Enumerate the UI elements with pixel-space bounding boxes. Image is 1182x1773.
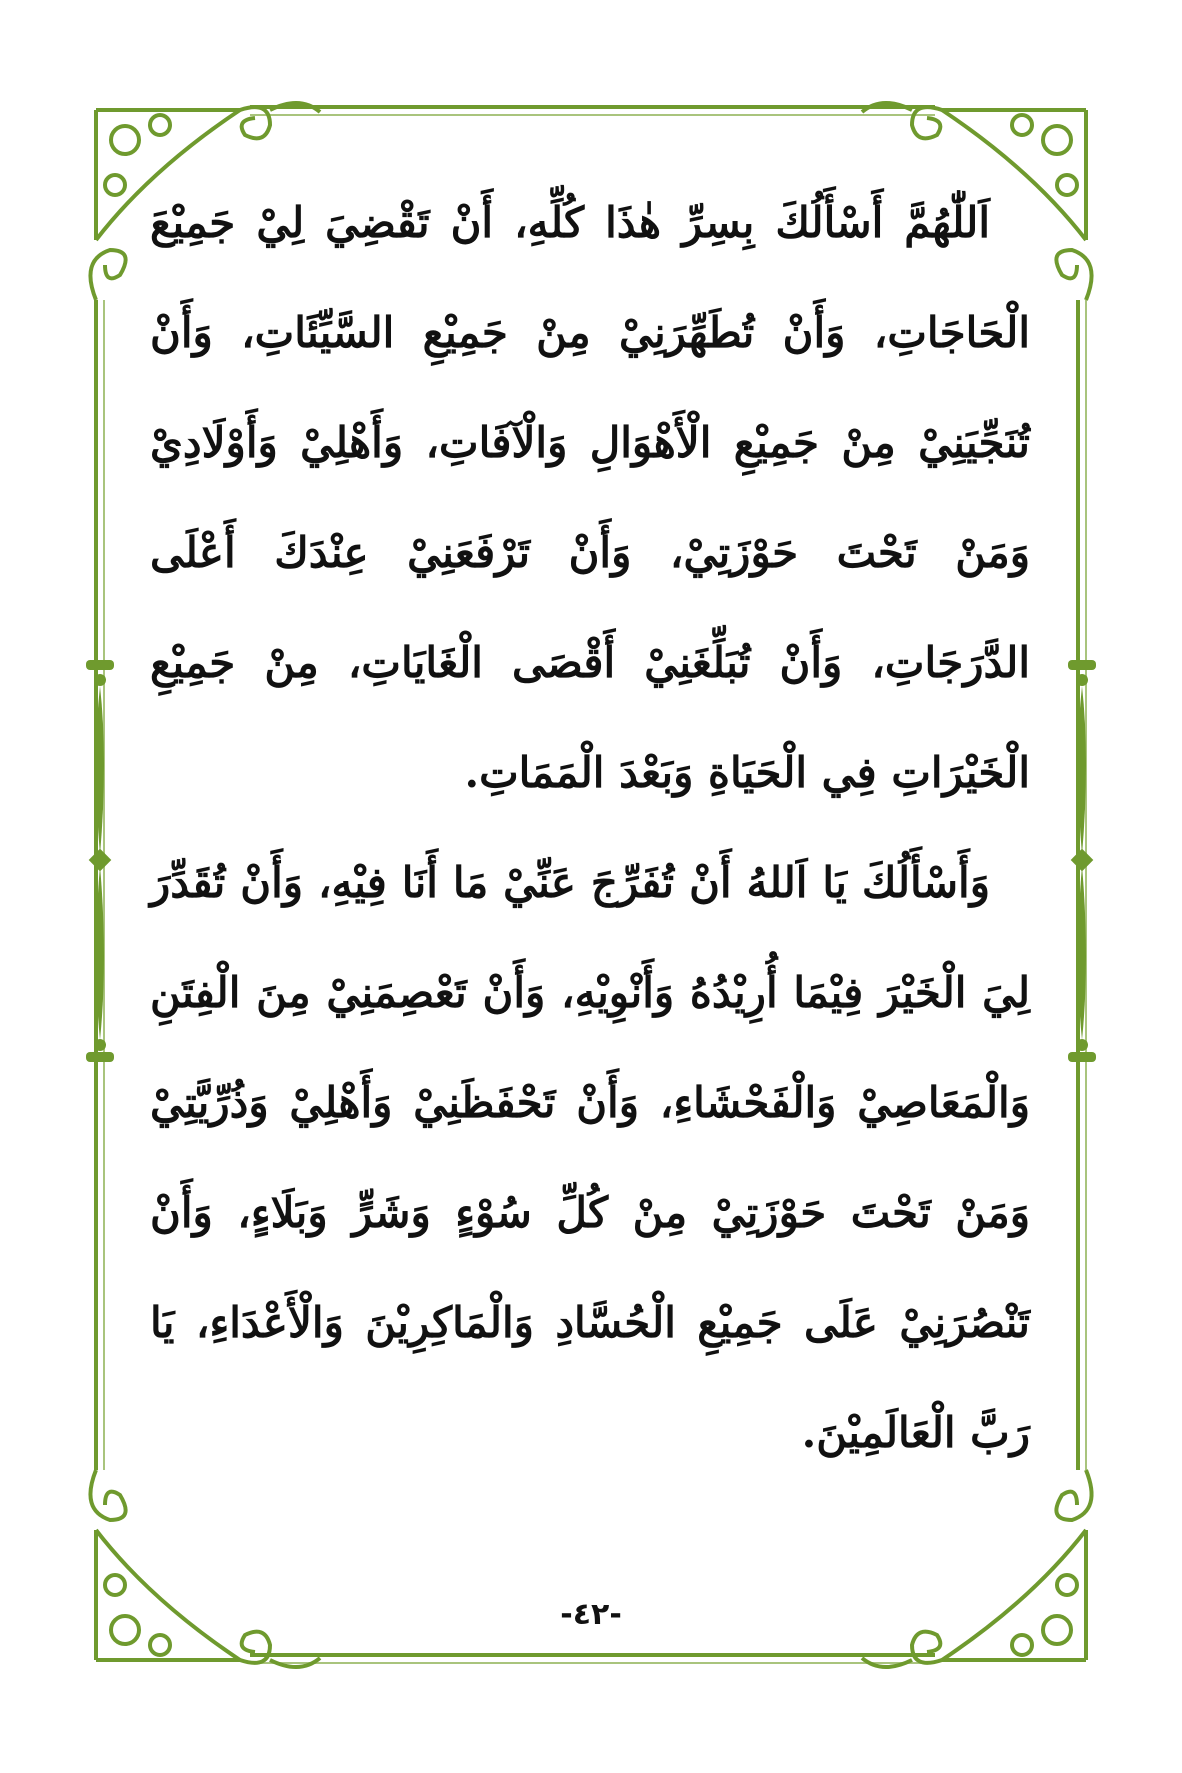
bottom-right-corner-ornament <box>862 1470 1092 1667</box>
prayer-text <box>150 168 1030 1488</box>
left-spindle-ornament <box>86 660 114 1062</box>
paragraph-2: وَأَسْأَلُكَ يَا اَللهُ أَنْ تُفَرِّجَ عَنِّيْ مَا أَنَا فِيْهِ، وَأَنْ تُقَدِّرَ لِيَ الْخَيْرَ فِيْمَا أُرِيْدُهُ وَأَنْوِيْهِ، وَأَنْ تَعْصِمَنِيْ مِنَ الْفِتَنِ وَالْمَعَاصِيْ وَالْفَحْشَاءِ، وَأَنْ تَحْفَظَنِيْ وَأَهْلِيْ وَذُرِّيَّتِيْ وَمَنْ تَحْتَ حَوْزَتِيْ مِنْ كُلِّ سُوْءٍ وَشَرٍّ وَبَلَاءٍ، وَأَنْ تَنْصُرَنِيْ عَلَى جَمِيْعِ الْحُسَّادِ وَالْمَاكِرِيْنَ وَالْأَعْدَاءِ، يَا رَبَّ الْعَالَمِيْنَ. <box>150 858 1030 1457</box>
bottom-left-corner-ornament <box>90 1470 320 1667</box>
right-spindle-ornament <box>1068 660 1096 1062</box>
paragraph-1: اَللّٰهُمَّ أَسْأَلُكَ بِسِرِّ هٰذَا كُلِّهِ، أَنْ تَقْضِيَ لِيْ جَمِيْعَ الْحَاجَاتِ، وَأَنْ تُطَهِّرَنِيْ مِنْ جَمِيْعِ السَّيِّئَاتِ، وَأَنْ تُنَجِّيَنِيْ مِنْ جَمِيْعِ الْأَهْوَالِ وَالْآفَاتِ، وَأَهْلِيْ وَأَوْلَادِيْ وَمَنْ تَحْتَ حَوْزَتِيْ، وَأَنْ تَرْفَعَنِيْ عِنْدَكَ أَعْلَى الدَّرَجَاتِ، وَأَنْ تُبَلِّغَنِيْ أَقْصَى الْغَايَاتِ، مِنْ جَمِيْعِ الْخَيْرَاتِ فِي الْحَيَاةِ وَبَعْدَ الْمَمَاتِ. <box>150 198 1030 797</box>
page-number: -٤٢- <box>560 1597 622 1632</box>
